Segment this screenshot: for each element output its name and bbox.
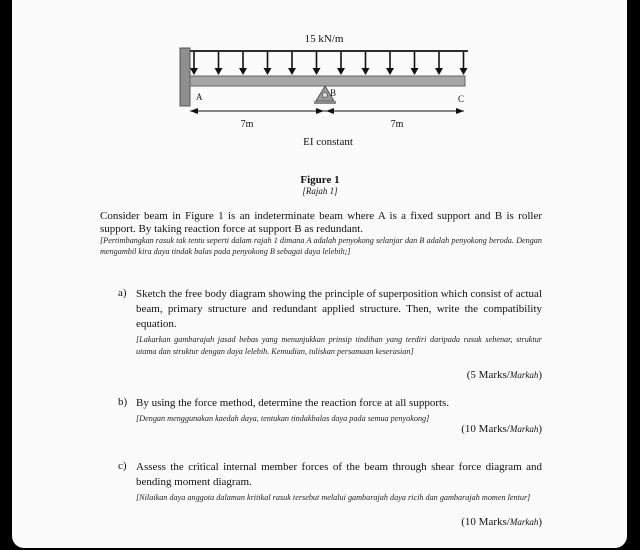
question-c-label: c)	[118, 460, 127, 472]
beam-figure	[0, 0, 640, 160]
point-b-label: B	[330, 88, 337, 98]
marks-malay: Markah	[509, 370, 539, 380]
fixed-support-wall	[180, 48, 190, 106]
load-arrow-head	[190, 68, 198, 75]
load-arrow-head	[386, 68, 394, 75]
intro-malay: [Pertimbangkan rasuk tak tentu seperti dalam rajah 1 dimana A adalah penyokong selanjar dan B adalah penyokong beroda. Dengan mengambil kira daya tindak balas pada penyokong B sebagai daya lelebih;]	[100, 236, 542, 256]
span-ab-label: 7m	[240, 119, 254, 130]
question-c-marks	[461, 516, 542, 528]
roller-wheel	[323, 93, 328, 98]
marks-prefix: (10 Marks/	[461, 516, 510, 528]
load-arrow-head	[313, 68, 321, 75]
figure-subtitle: [Rajah 1]	[302, 186, 338, 196]
figure-title: Figure 1	[300, 174, 340, 186]
dim-arrow-right	[456, 108, 464, 114]
load-arrow-head	[239, 68, 247, 75]
question-a-malay: [Lakarkan gambarajah jasad bebas yang menunjukkan prinsip tindihan yang terdiri daripada rasuk sebenar, struktur utama dan struktur dengan daya lelebih. Kemudian, tuliskan persamaan keserasian]	[136, 335, 542, 356]
intro-paragraph	[100, 210, 542, 257]
load-arrow-head	[435, 68, 443, 75]
question-b-malay: [Dengan menggunakan kaedah daya, tentukan tindakbalas daya pada semua penyokong]	[136, 414, 430, 423]
question-c	[118, 460, 542, 504]
question-c-english: Assess the critical internal member forces of the beam through shear force diagram and bending moment diagram.	[136, 461, 542, 488]
question-a-label: a)	[118, 287, 127, 299]
question-a	[118, 287, 542, 358]
marks-suffix: )	[538, 516, 542, 528]
dim-arrow-mid-left	[316, 108, 324, 114]
beam	[190, 76, 465, 86]
marks-malay: Markah	[509, 517, 539, 527]
load-arrow-head	[337, 68, 345, 75]
question-c-malay: [Nilaikan daya anggota dalaman kritikal rasuk tersebut melalui gambarajah daya ricih dan gambarajah momen lentur]	[136, 493, 531, 502]
question-b-marks	[461, 423, 542, 435]
question-b	[118, 396, 542, 425]
ei-note: EI constant	[303, 136, 353, 148]
question-b-english: By using the force method, determine the reaction force at all supports.	[136, 397, 450, 409]
load-arrow-head	[362, 68, 370, 75]
dim-arrow-left	[190, 108, 198, 114]
load-arrow-head	[460, 68, 468, 75]
intro-english: Consider beam in Figure 1 is an indeterminate beam where A is a fixed support and B is roller support. By taking reaction force at support B as redundant.	[100, 210, 542, 235]
roller-base	[314, 101, 336, 104]
question-b-label: b)	[118, 396, 128, 408]
load-arrows	[190, 52, 468, 75]
load-arrow-head	[264, 68, 272, 75]
question-a-english: Sketch the free body diagram showing the principle of superposition which consist of actual beam, primary structure and redundant applied structure. Then, write the compatibility equation.	[136, 288, 542, 330]
question-a-marks	[467, 369, 542, 381]
load-arrow-head	[288, 68, 296, 75]
load-arrow-head	[215, 68, 223, 75]
span-bc-label: 7m	[390, 119, 404, 130]
marks-suffix: )	[538, 369, 542, 381]
marks-suffix: )	[538, 423, 542, 435]
dim-arrow-mid-right	[326, 108, 334, 114]
marks-malay: Markah	[509, 424, 539, 434]
load-label: 15 kN/m	[304, 33, 344, 45]
point-c-label: C	[458, 94, 465, 104]
marks-prefix: (5 Marks/	[466, 369, 510, 381]
load-arrow-head	[411, 68, 419, 75]
marks-prefix: (10 Marks/	[461, 423, 510, 435]
point-a-label: A	[196, 92, 203, 102]
